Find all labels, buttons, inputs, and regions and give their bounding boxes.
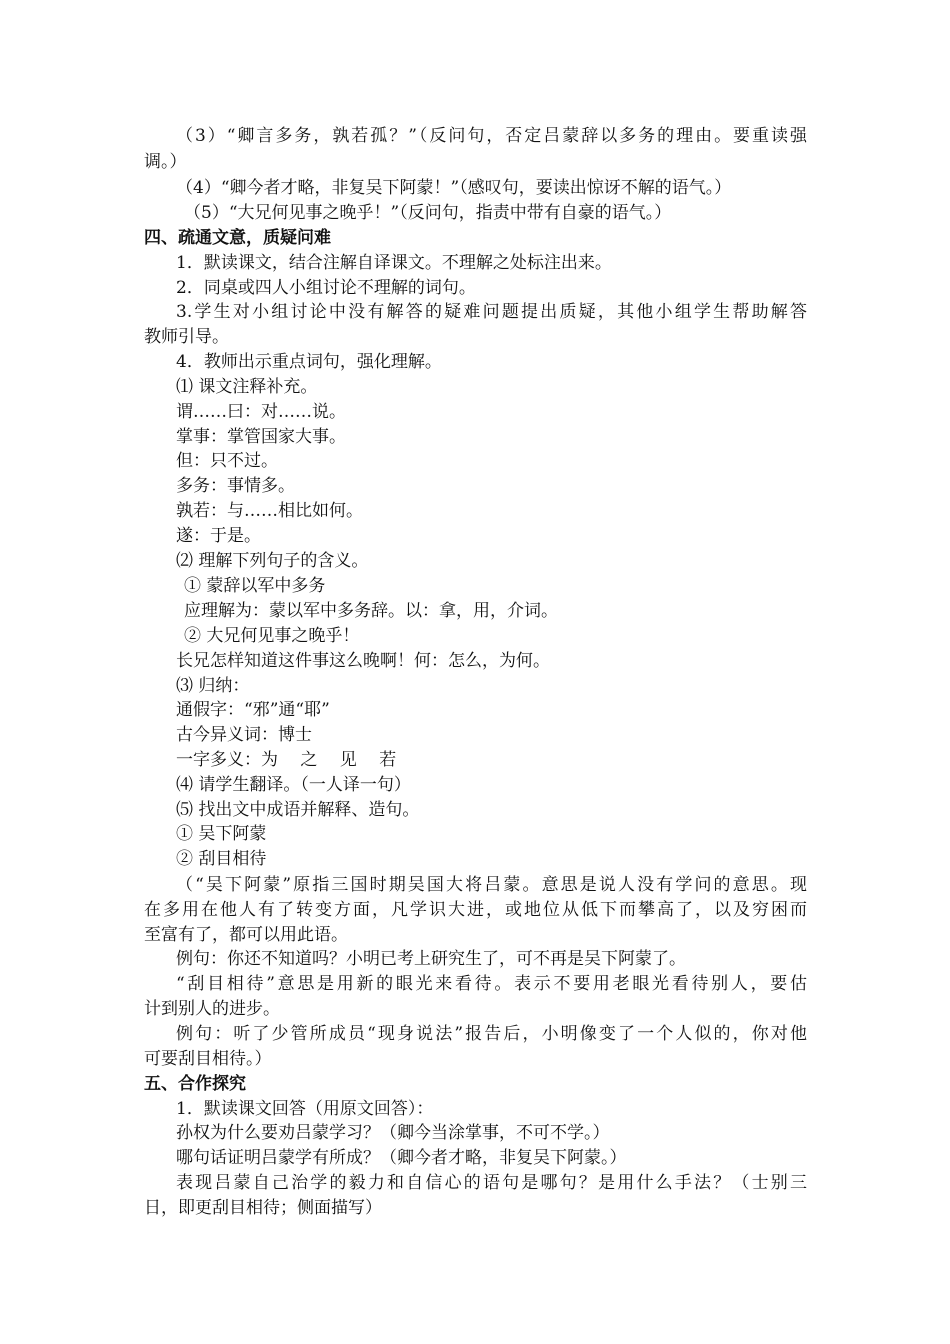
text-line: 可要刮目相待。） [144, 1049, 272, 1069]
text-line: 孙权为什么要劝吕蒙学习？（卿今当涂掌事，不可不学。） [176, 1123, 610, 1143]
text-line: 至富有了，都可以用此语。 [144, 925, 348, 945]
section-heading: 五、合作探究 [144, 1074, 246, 1094]
text-line: 例句：你还不知道吗？小明已考上研究生了，可不再是吴下阿蒙了。 [176, 949, 686, 969]
text-line: ② 刮目相待 [176, 849, 267, 869]
text-line: 2．同桌或四人小组讨论不理解的词句。 [176, 278, 476, 298]
text-line: 调。） [144, 152, 187, 172]
text-line: 遂：于是。 [176, 526, 261, 546]
text-line: 1．默读课文回答（用原文回答）： [176, 1099, 434, 1119]
text-line: 日，即更刮目相待；侧面描写） [144, 1198, 382, 1218]
text-line: 但：只不过。 [176, 451, 278, 471]
text-line: ① 蒙辞以军中多务 [184, 576, 326, 596]
text-line: ② 大兄何见事之晚乎！ [184, 626, 360, 646]
text-line: 掌事：掌管国家大事。 [176, 427, 346, 447]
text-line: ① 吴下阿蒙 [176, 824, 267, 844]
text-line: 一字多义：为 之 见 若 [176, 750, 397, 770]
text-line: 古今异义词：博士 [176, 725, 312, 745]
text-line: （“吴下阿蒙”原指三国时期吴国大将吕蒙。意思是说人没有学问的意思。现 [176, 875, 807, 895]
text-line: 3.学生对小组讨论中没有解答的疑难问题提出质疑，其他小组学生帮助解答 [176, 302, 807, 322]
text-line: 教师引导。 [144, 327, 229, 347]
text-line: （4）“卿今者才略，非复吴下阿蒙！”（感叹句，要读出惊讶不解的语气。） [176, 178, 732, 198]
text-line: 应理解为：蒙以军中多务辞。以：拿，用，介词。 [184, 601, 558, 621]
text-line: 表现吕蒙自己治学的毅力和自信心的语句是哪句？是用什么手法？（士别三 [176, 1173, 807, 1193]
text-line: ⑷ 请学生翻译。（一人译一句） [176, 775, 411, 795]
text-line: （5）“大兄何见事之晚乎！”（反问句，指责中带有自豪的语气。） [184, 203, 672, 223]
text-line: 多务：事情多。 [176, 476, 295, 496]
text-line: （3）“卿言多务，孰若孤？”（反问句，否定吕蒙辞以多务的理由。要重读强 [176, 126, 807, 146]
text-line: 哪句话证明吕蒙学有所成？（卿今者才略，非复吴下阿蒙。） [176, 1148, 627, 1168]
text-line: 计到别人的进步。 [144, 999, 280, 1019]
text-line: ⑴ 课文注释补充。 [176, 377, 318, 397]
text-line: “刮目相待”意思是用新的眼光来看待。表示不要用老眼光看待别人，要估 [176, 974, 807, 994]
text-line: ⑸ 找出文中成语并解释、造句。 [176, 800, 420, 820]
text-line: 1．默读课文，结合注解自译课文。不理解之处标注出来。 [176, 253, 612, 273]
text-line: 4．教师出示重点词句，强化理解。 [176, 352, 442, 372]
text-line: 长兄怎样知道这件事这么晚啊！何：怎么，为何。 [176, 651, 550, 671]
text-line: 例句：听了少管所成员“现身说法”报告后，小明像变了一个人似的，你对他 [176, 1024, 807, 1044]
section-heading: 四、疏通文意，质疑问难 [144, 228, 331, 248]
text-line: ⑵ 理解下列句子的含义。 [176, 551, 369, 571]
text-line: 通假字：“邪”通“耶” [176, 700, 330, 720]
text-line: 孰若：与……相比如何。 [176, 501, 363, 521]
text-line: 谓……曰：对……说。 [176, 402, 346, 422]
text-line: 在多用在他人有了转变方面，凡学识大进，或地位从低下而攀高了，以及穷困而 [144, 900, 807, 920]
text-line: ⑶ 归纳： [176, 676, 250, 696]
